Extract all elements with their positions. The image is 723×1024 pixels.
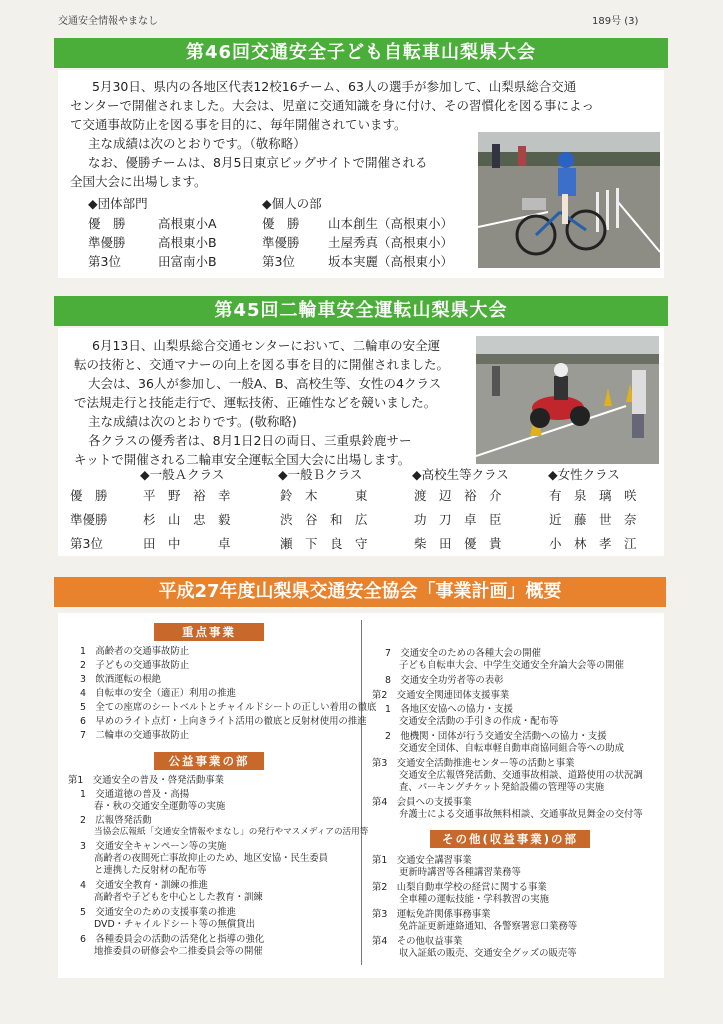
- group-heading: ◆団体部門: [88, 196, 148, 211]
- other-item: 第3 運転免許関係事務事業: [372, 909, 491, 920]
- item-text: 1: [80, 646, 86, 657]
- public-item: [80, 934, 264, 945]
- public-item: [80, 789, 189, 800]
- item-text: 全ての座席のシートベルトとチャイルドシートの正しい着用の徹底: [95, 702, 377, 713]
- item-text: 高齢者の交通事故防止: [95, 646, 190, 657]
- group-winner: 高根東小B: [158, 235, 217, 250]
- article2-line: 大会は、36人が参加し、一般A、B、高校生等、女性の4クラス: [88, 376, 442, 391]
- priority-item: [80, 674, 161, 685]
- public-item: [80, 907, 236, 918]
- item-text: 早めのライト点灯・上向きライト活用の徹底と反射材使用の推進: [95, 716, 367, 727]
- other-item: 第4 その他収益事業: [372, 936, 463, 947]
- article2-line: 6月13日、山梨県総合交通センターにおいて、二輪車の安全運: [92, 338, 441, 353]
- class-name: ◆一般Ｂクラス: [278, 467, 363, 482]
- class-name: ◆女性クラス: [548, 467, 620, 482]
- public-part4: 第4 会員への支援事業: [372, 797, 472, 808]
- item-text: 6: [80, 934, 86, 945]
- article2-line: 各クラスの優秀者は、8月1日2日の両日、三重県鈴鹿サー: [88, 433, 412, 448]
- public-part1: 第1 交通安全の普及・啓発活動事業: [68, 775, 224, 786]
- class-winner: 小 林 孝 江: [549, 536, 637, 551]
- item-text: 広報啓発活動: [95, 815, 152, 826]
- item-text: 2: [80, 815, 86, 826]
- item-text: 交通安全教育・訓練の推進: [95, 880, 208, 891]
- public-heading: 公益事業の部: [154, 752, 264, 770]
- class-winner: 近 藤 世 奈: [549, 512, 637, 527]
- item-text: 1: [80, 789, 86, 800]
- article2-line: キットで開催される二輪車安全運転全国大会に出場します。: [74, 452, 411, 467]
- public-item: [80, 841, 226, 852]
- item-text: 7: [80, 730, 86, 741]
- other-item-detail: 全車種の運転技能・学科教習の実施: [399, 894, 550, 905]
- plan-title: 平成27年度山梨県交通安全協会「事業計画」概要: [54, 577, 666, 607]
- priority-item: [80, 730, 189, 741]
- item-text: 2: [385, 731, 391, 742]
- item-text: 8: [385, 675, 391, 686]
- priority-item: [80, 716, 367, 727]
- item-text: 4: [80, 880, 86, 891]
- public-item: [80, 880, 208, 891]
- support-item: [385, 704, 513, 715]
- class-winner: 鈴 木 東: [280, 488, 368, 503]
- individual-heading: ◆個人の部: [262, 196, 322, 211]
- other-item-detail: 収入証紙の販売、交通安全グッズの販売等: [399, 948, 577, 959]
- class-winner: 柴 田 優 貴: [414, 536, 502, 551]
- other-item: 第2 山梨自動車学校の経営に関する事業: [372, 882, 547, 893]
- issue-page-number: 189号 (3): [592, 16, 639, 27]
- public-item-detail: 高齢者の夜間死亡事故抑止のため、地区安協・民生委員: [94, 853, 329, 864]
- article1-line: なお、優勝チームは、8月5日東京ビッグサイトで開催される: [88, 155, 428, 170]
- item-text: 飲酒運転の根絶: [95, 674, 161, 685]
- class-winner: 有 泉 璃 咲: [549, 488, 637, 503]
- item-text: 5: [80, 702, 86, 713]
- publication-name: 交通安全情報やまなし: [58, 16, 158, 27]
- item-text: 交通道徳の普及・高揚: [95, 789, 190, 800]
- item-text: 二輪車の交通事故防止: [95, 730, 190, 741]
- class-winner: 平 野 裕 幸: [143, 488, 231, 503]
- article2-line: で法規走行と技能走行で、運転技術、正確性などを競いました。: [74, 395, 437, 410]
- item-text: 各地区安協への協力・支援: [400, 704, 513, 715]
- individual-rank: 第3位: [262, 254, 295, 269]
- public-item: [385, 648, 541, 659]
- public-item-detail: DVD・チャイルドシート等の無償貸出: [94, 919, 256, 930]
- item-text: 4: [80, 688, 86, 699]
- item-text: 交通安全のための支援事業の推進: [95, 907, 236, 918]
- class-name: ◆高校生等クラス: [412, 467, 509, 482]
- item-text: 自転車の安全（適正）利用の推進: [95, 688, 236, 699]
- class-name: ◆一般Ａクラス: [140, 467, 225, 482]
- other-item-detail: 更新時講習等各種講習業務等: [399, 867, 521, 878]
- article1-title: 第46回交通安全子ども自転車山梨県大会: [54, 38, 668, 68]
- other-item: 第1 交通安全講習事業: [372, 855, 472, 866]
- public-item: [385, 675, 504, 686]
- article2-line: 主な成績は次のとおりです。(敬称略): [88, 414, 297, 429]
- individual-rank: 優 勝: [262, 216, 300, 231]
- public-item-detail: 当協会広報紙「交通安全情報やまなし」の発行やマスメディアの活用等: [94, 827, 369, 837]
- public-item: [80, 815, 152, 826]
- item-text: 3: [80, 674, 86, 685]
- class-winner: 渡 辺 裕 介: [414, 488, 502, 503]
- item-text: 7: [385, 648, 391, 659]
- public-item-detail: 地推委員の研修会や二推委員会等の開催: [94, 946, 263, 957]
- part3-detail: 査、パーキングチケット発給設備の管理等の実施: [399, 782, 605, 793]
- item-text: 1: [385, 704, 391, 715]
- individual-rank: 準優勝: [262, 235, 300, 250]
- part3-detail: 交通安全広報啓発活動、交通事故相談、道路使用の状況調: [399, 770, 643, 781]
- individual-winner: 山本創生（高根東小）: [328, 216, 454, 231]
- individual-winner: 土屋秀真（高根東小）: [328, 235, 454, 250]
- public-part2: 第2 交通安全関連団体支援事業: [372, 690, 510, 701]
- support-item-detail: 交通安全団体、自転車軽自動車商協同組合等への助成: [399, 743, 625, 754]
- article2-title: 第45回二輪車安全運転山梨県大会: [54, 296, 668, 326]
- support-item-detail: 交通安全活動の手引きの作成・配布等: [399, 716, 559, 727]
- class-winner: 瀬 下 良 守: [280, 536, 368, 551]
- article1-line: て交通事故防止を図る事を目的に、毎年開催されています。: [70, 117, 407, 132]
- item-text: 子どもの交通事故防止: [95, 660, 190, 671]
- article1-line: 全国大会に出場します。: [70, 174, 207, 189]
- class-winner: 田 中 卓: [143, 536, 231, 551]
- priority-item: [80, 702, 376, 713]
- public-part3: 第3 交通安全活動推進センター等の活動と事業: [372, 758, 575, 769]
- public-item-detail: 高齢者や子どもを中心とした教育・訓練: [94, 892, 263, 903]
- column-divider: [361, 620, 362, 965]
- item-text: 6: [80, 716, 86, 727]
- article1-line: 主な成績は次のとおりです。（敬称略）: [88, 136, 306, 151]
- rank-label: 準優勝: [70, 512, 108, 527]
- public-item-detail: 子ども自転車大会、中学生交通安全弁論大会等の開催: [399, 660, 625, 671]
- class-winner: 杉 山 忠 毅: [143, 512, 231, 527]
- priority-item: [80, 688, 236, 699]
- item-text: 交通安全のための各種大会の開催: [400, 648, 541, 659]
- group-winner: 田富南小B: [158, 254, 217, 269]
- group-rank: 優 勝: [88, 216, 126, 231]
- individual-winner: 坂本実麗（高根東小）: [328, 254, 454, 269]
- part4-detail: 弁護士による交通事故無料相談、交通事故見舞金の交付等: [399, 809, 643, 820]
- item-text: 3: [80, 841, 86, 852]
- article1-line: 5月30日、県内の各地区代表12校16チーム、63人の選手が参加して、山梨県総合交通: [92, 79, 577, 94]
- item-text: 2: [80, 660, 86, 671]
- bicycle-contest-photo: [478, 132, 660, 268]
- support-item: [385, 731, 607, 742]
- public-item-detail: と連携した反射材の配布等: [94, 865, 207, 876]
- other-heading: その他(収益事業)の部: [430, 830, 590, 848]
- article1-line: センターで開催されました。大会は、児童に交通知識を身に付け、その習慣化を図る事によっ: [70, 98, 595, 113]
- priority-item: [80, 660, 189, 671]
- other-item-detail: 免許証更新連絡通知、各警察署窓口業務等: [399, 921, 578, 932]
- group-rank: 第3位: [88, 254, 121, 269]
- priority-item: [80, 646, 189, 657]
- item-text: 各種委員会の活動の活発化と指導の強化: [95, 934, 265, 945]
- item-text: 交通安全功労者等の表彰: [400, 675, 504, 686]
- article2-line: 転の技術と、交通マナーの向上を図る事を目的に開催されました。: [74, 357, 450, 372]
- motorcycle-contest-photo: [476, 336, 659, 464]
- rank-label: 優 勝: [70, 488, 108, 503]
- item-text: 交通安全キャンペーン等の実施: [95, 841, 227, 852]
- group-rank: 準優勝: [88, 235, 126, 250]
- item-text: 5: [80, 907, 86, 918]
- rank-label: 第3位: [70, 536, 103, 551]
- class-winner: 渋 谷 和 広: [280, 512, 368, 527]
- priority-heading: 重点事業: [154, 623, 264, 641]
- class-winner: 功 刀 卓 臣: [414, 512, 502, 527]
- item-text: 他機関・団体が行う交通安全活動への協力・支援: [400, 731, 607, 742]
- group-winner: 高根東小A: [158, 216, 217, 231]
- public-item-detail: 春・秋の交通安全運動等の実施: [94, 801, 226, 812]
